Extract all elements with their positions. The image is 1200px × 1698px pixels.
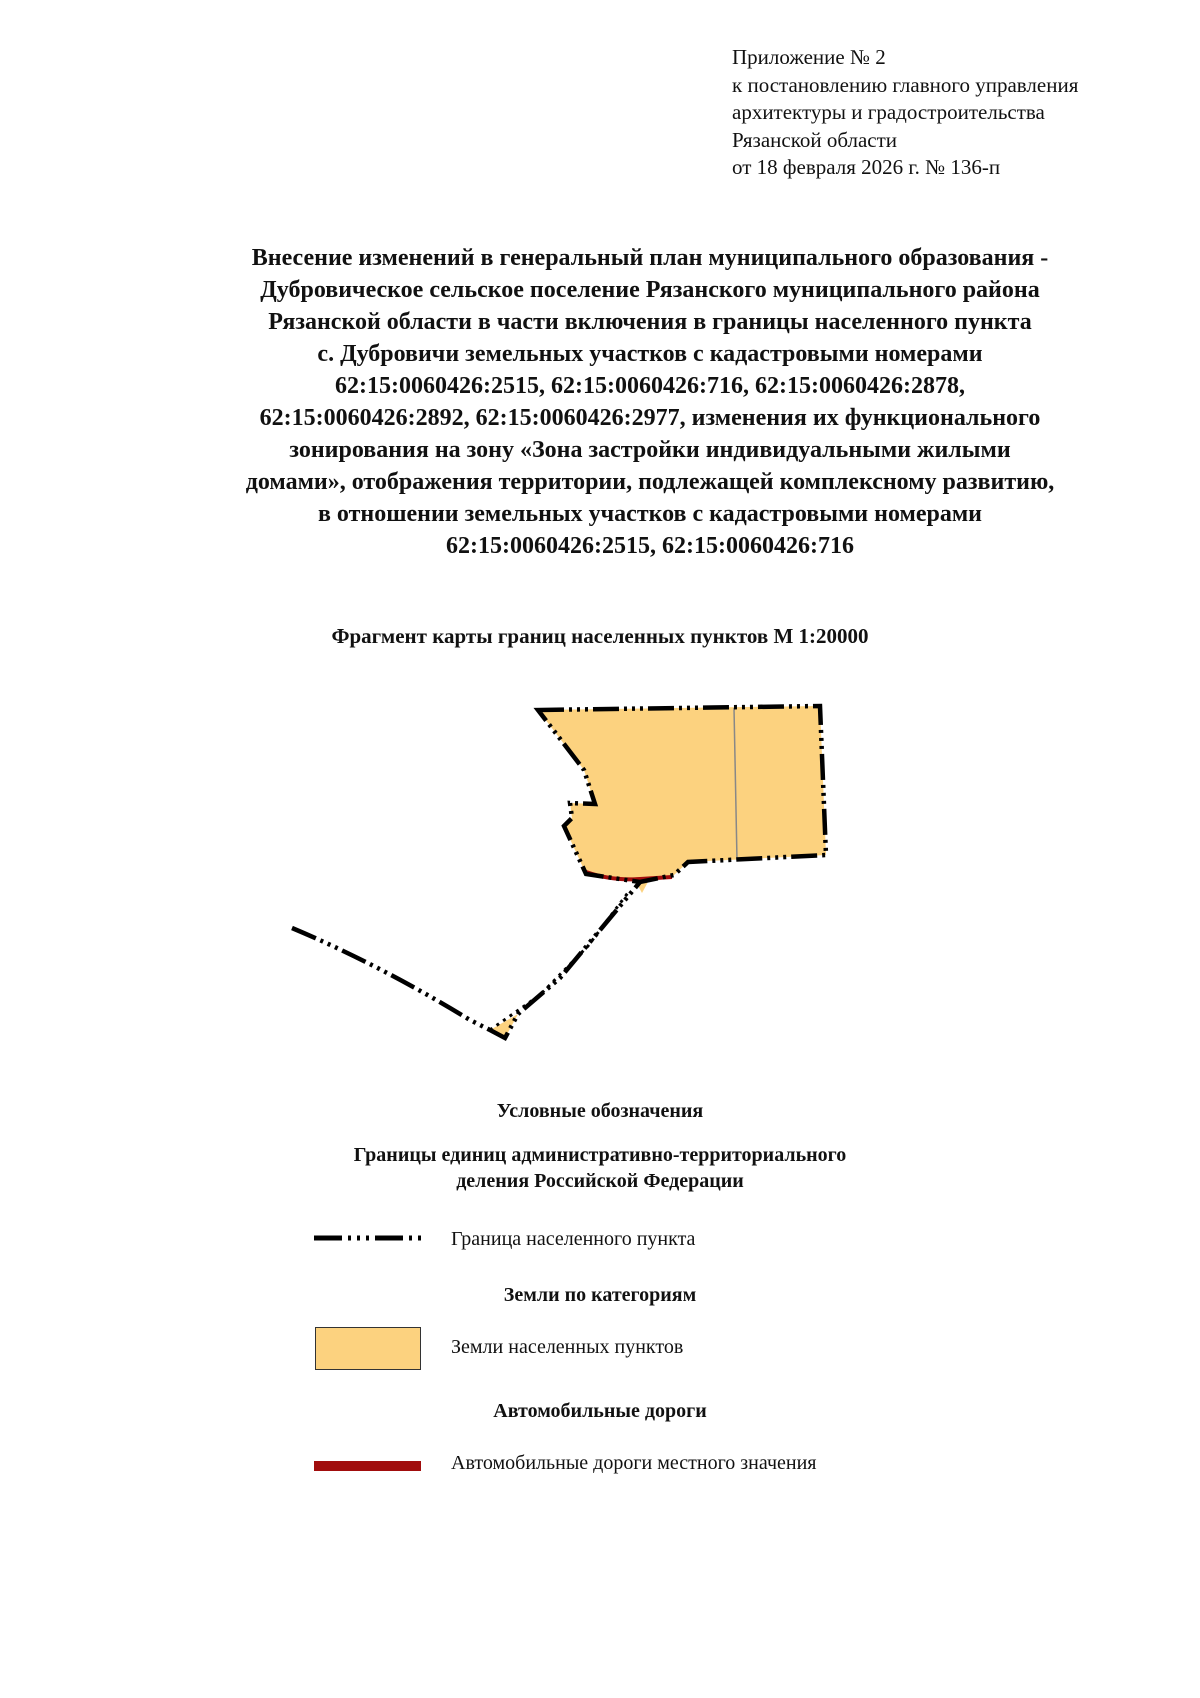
title-line: зонирования на зону «Зона застройки индивидуальными жилыми: [289, 437, 1011, 463]
title-line: домами», отображения территории, подлежащей комплексному развитию,: [245, 469, 1055, 495]
settlement-border: [292, 882, 640, 1038]
title-line: Дубровическое сельское поселение Рязанского муниципального района: [260, 277, 1040, 303]
title-line: Внесение изменений в генеральный план муниципального образования -: [251, 245, 1049, 271]
appendix-line: Рязанской области: [732, 127, 898, 152]
border-legend-symbol: [312, 1230, 428, 1246]
settlement-border: [490, 890, 630, 1030]
title-line: с. Дубровичи земельных участков с кадастровыми номерами: [317, 341, 983, 367]
legend-section-admin-line: Границы единиц административно-территориального: [353, 1144, 847, 1166]
appendix-line: к постановлению главного управления: [732, 72, 1079, 97]
appendix-line: Приложение № 2: [732, 45, 886, 69]
document-title: [150, 242, 1150, 562]
appendix-line: от 18 февраля 2026 г. № 136-п: [732, 155, 1001, 179]
legend-section-roads: Автомобильные дороги: [493, 1400, 707, 1422]
appendix-block: [732, 44, 1172, 182]
legend-section-admin: [0, 1142, 1200, 1194]
road-legend-label: Автомобильные дороги местного значения: [451, 1452, 817, 1474]
legend-section-admin-line: деления Российской Федерации: [456, 1170, 744, 1192]
land-legend-swatch: [315, 1327, 421, 1370]
land-legend-label: Земли населенных пунктов: [451, 1336, 684, 1358]
legend-heading: Условные обозначения: [496, 1100, 704, 1122]
map-title: Фрагмент карты границ населенных пунктов М 1:20000: [331, 624, 869, 648]
settlement-land-area: [538, 706, 826, 882]
title-line: 62:15:0060426:2892, 62:15:0060426:2977, изменения их функционального: [259, 405, 1041, 431]
title-line: 62:15:0060426:2515, 62:15:0060426:716, 62:15:0060426:2878,: [335, 373, 965, 399]
legend-section-land: Земли по категориям: [503, 1284, 697, 1306]
title-line: в отношении земельных участков с кадастровыми номерами: [317, 501, 983, 527]
road-legend-swatch: [314, 1461, 421, 1471]
title-line: 62:15:0060426:2515, 62:15:0060426:716: [446, 533, 854, 559]
title-line: Рязанской области в части включения в границы населенного пункта: [268, 309, 1032, 335]
map-fragment: [0, 680, 1200, 1060]
appendix-line: архитектуры и градостроительства: [732, 100, 1045, 124]
border-legend-label: Граница населенного пункта: [451, 1228, 696, 1250]
